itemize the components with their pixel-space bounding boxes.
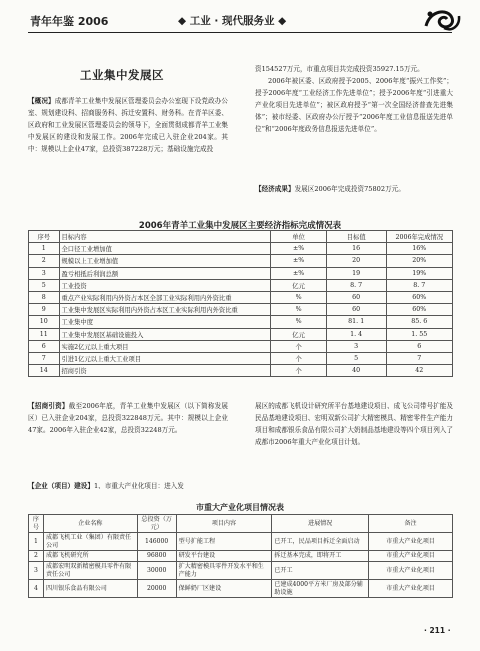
table1-header-cell: 单位 (271, 231, 327, 243)
table1-cell: 5 (326, 352, 386, 364)
table1-cell: 1 (29, 243, 60, 255)
table1-cell: 60 (326, 291, 386, 303)
table1-cell: 20% (386, 255, 453, 267)
table1-cell: ±% (271, 267, 327, 279)
table1-header-cell: 序号 (29, 231, 60, 243)
table1-cell: 3 (326, 340, 386, 352)
table-row (29, 316, 453, 328)
table1-cell: 14 (29, 365, 60, 377)
table1-cell: 2 (29, 255, 60, 267)
table2-header-cell: 企业名称 (43, 515, 137, 533)
table2-cell: 成都宏明双新精密模具零件有限责任公司 (43, 561, 137, 579)
econ-text: 发展区2006年完成投资75802万元。 (294, 185, 405, 193)
table2-cell: 30000 (137, 561, 176, 579)
table1-cell: 个 (271, 340, 327, 352)
project-construction-section (28, 481, 228, 493)
table1-cell: 81. 1 (326, 316, 386, 328)
table1-cell: 规模以上工业增加值 (59, 255, 271, 267)
table2-cell: 1 (29, 533, 44, 551)
major-projects-table (28, 514, 453, 598)
table1-cell: 亿元 (271, 279, 327, 291)
table-row (29, 279, 453, 291)
awards-paragraph: 2006年被区委、区政府授予2005、2006年度“振兴工作奖”；授予2006年度“工业经济工作先进单位”；授予2006年度“引进重大产业化项目先进单位”；被区政府授予“第一次全国经济普查先进集体”；被市经委、区政府办公厅授予“2006年度工业信息报送先进单位”和“2006年度政务信息报送先进单位”。 (255, 76, 453, 133)
table-row (29, 352, 453, 364)
table1-cell: 42 (386, 365, 453, 377)
table-row (29, 580, 453, 598)
table1-cell: 1. 4 (326, 328, 386, 340)
table1-cell: 40 (326, 365, 386, 377)
table1-cell: 个 (271, 365, 327, 377)
running-header-title: 青年年鉴 2006 (30, 15, 109, 28)
table1-cell: ±% (271, 243, 327, 255)
investment-paragraph: 资154527万元，市重点项目共完成投资35927.15万元。 (255, 65, 424, 73)
table2-cell: 已开工，民品项目拆迁全面启动 (272, 533, 369, 551)
table2-cell: 已建成4000平方米厂房及部分辅助设施 (272, 580, 369, 598)
table1-cell: 60% (386, 291, 453, 303)
economic-results-section (255, 184, 453, 196)
table1-cell: 20 (326, 255, 386, 267)
table1-cell: 工业集中发展区实际利用内外资占本区工业实际利用内外资比重 (59, 304, 271, 316)
economic-indicators-table (28, 230, 453, 377)
table-row (29, 255, 453, 267)
table1-header-row (29, 231, 453, 243)
table2-cell: 2 (29, 551, 44, 562)
table2-cell: 扩大精密模具零件开发水平和生产能力 (176, 561, 272, 579)
table2-cell: 4 (29, 580, 44, 598)
table1-cell: 工业集中发展区基础设施投入 (59, 328, 271, 340)
table1-cell: 8. 7 (326, 279, 386, 291)
table1-cell: 7 (386, 352, 453, 364)
table-row (29, 340, 453, 352)
table2-cell: 研发平台建设 (176, 551, 272, 562)
overview-section (28, 96, 228, 156)
article-title: 工业集中发展区 (80, 68, 164, 82)
table1-cell: 1. 55 (386, 328, 453, 340)
table2-cell: 市重大产业化项目 (369, 551, 453, 562)
table1-cell: 6 (386, 340, 453, 352)
table2-cell: 市重大产业化项目 (369, 561, 453, 579)
table1-cell: 重点产业实际利用内外资占本区全部工业实际利用内外资比重 (59, 291, 271, 303)
table1-cell: 60% (386, 304, 453, 316)
table1-cell: 60 (326, 304, 386, 316)
table1-cell: ±% (271, 255, 327, 267)
table2-cell: 市重大产业化项目 (369, 533, 453, 551)
table2-cell: 146000 (137, 533, 176, 551)
table2-header-row (29, 515, 453, 533)
table1-cell: % (271, 316, 327, 328)
table-row (29, 551, 453, 562)
table2-cell: 3 (29, 561, 44, 579)
table1-cell: 10 (29, 316, 60, 328)
table2-cell: 成都飞机研究所 (43, 551, 137, 562)
table-row (29, 243, 453, 255)
table-row (29, 291, 453, 303)
table2-header-cell: 总投资（万元） (137, 515, 176, 533)
table1-cell: 个 (271, 352, 327, 364)
table-row (29, 561, 453, 579)
table2-header-cell: 备注 (369, 515, 453, 533)
table2-cell: 拆迁基本完成，即将开工 (272, 551, 369, 562)
table1-cell: 3 (29, 267, 60, 279)
table1-cell: 工业集中度 (59, 316, 271, 328)
table1-cell: 实施2亿元以上重大项目 (59, 340, 271, 352)
table1-cell: % (271, 291, 327, 303)
table2-cell: 成都飞机工业（集团）有限责任公司 (43, 533, 137, 551)
table1-cell: 亿元 (271, 328, 327, 340)
table2-title: 市重大产业化项目情况表 (196, 503, 284, 512)
table1-header-cell: 2006年完成情况 (386, 231, 453, 243)
table1-cell: 6 (29, 340, 60, 352)
table1-cell: 19 (326, 267, 386, 279)
table1-cell: 盈亏相抵后利润总额 (59, 267, 271, 279)
table1-title: 2006年青羊工业集中发展区主要经济指标完成情况表 (138, 221, 342, 231)
table1-cell: 引进1亿元以上重大工业项目 (59, 352, 271, 364)
table1-cell: 7 (29, 352, 60, 364)
table1-cell: 11 (29, 328, 60, 340)
table1-cell: 全口径工业增加值 (59, 243, 271, 255)
table2-cell: 四川银乐食品有限公司 (43, 580, 137, 598)
table1-cell: 8 (29, 291, 60, 303)
table1-cell: 8. 7 (386, 279, 453, 291)
econ-label: 【经济成果】 (255, 185, 295, 193)
header-rule (28, 32, 452, 33)
major-projects-paragraph: 展区的成都飞机设计研究所平台基地建设项目、成飞公司带号扩能及民品基地建设项目、宏明双新公司扩大精密模具、精密零件生产能力项目和成都银乐食品有限公司扩大奶制品基地建设等四个项目列入了成都市2006年重大产业化项目计划。 (255, 402, 453, 446)
table1-cell: 19% (386, 267, 453, 279)
table1-cell: 招商引资 (59, 365, 271, 377)
project-construction-text: 1、市重大产业化项目：进入发 (93, 482, 184, 490)
table1-cell: 工业投资 (59, 279, 271, 291)
table1-cell: % (271, 304, 327, 316)
yearbook-logo-icon (422, 6, 462, 34)
table-row (29, 304, 453, 316)
investment-attraction-text: 截至2006年底，青羊工业集中发展区（以下简称发展区）已入驻企业204家，总投资322848万元。其中：规模以上企业47家。2006年入驻企业42家，总投资32248万元。 (28, 402, 229, 434)
project-construction-label: 【企业（项目）建设】 (28, 482, 94, 490)
table1-header-cell: 目标内容 (59, 231, 271, 243)
table-row (29, 533, 453, 551)
table2-header-cell: 序号 (29, 515, 44, 533)
table2-cell: 市重大产业化项目 (369, 580, 453, 598)
investment-attraction-section (28, 401, 228, 437)
overview-label: 【概况】 (28, 97, 55, 105)
table1-cell: 16% (386, 243, 453, 255)
table2-cell: 型号扩能工程 (176, 533, 272, 551)
table2-cell: 20000 (137, 580, 176, 598)
table1-header-cell: 目标值 (326, 231, 386, 243)
investment-attraction-label: 【招商引资】 (28, 402, 69, 410)
table2-cell: 已开工 (272, 561, 369, 579)
running-header-section: ◆ 工业 · 现代服务业 ◆ (178, 15, 287, 27)
right-column-bottom (255, 401, 453, 449)
table2-header-cell: 项目内容 (176, 515, 272, 533)
table-row (29, 328, 453, 340)
right-column-top (255, 64, 453, 135)
table-row (29, 365, 453, 377)
table1-cell: 16 (326, 243, 386, 255)
table1-cell: 85. 6 (386, 316, 453, 328)
table1-cell: 9 (29, 304, 60, 316)
table1-cell: 5 (29, 279, 60, 291)
table2-header-cell: 进展情况 (272, 515, 369, 533)
overview-text: 成都青羊工业集中发展区管理委员会办公室现下设党政办公室、规划建设科、招商服务科、拆迁安置科、财务科。在青羊区委、区政府和工业发展区管理委员会的领导下，全面贯彻成都青羊工业集中发展区的建设和发展工作。2006年完成已入驻企业204家。其中：规模以上企业47家，总投资387228万元；基础设施完成投 (28, 97, 229, 153)
table2-cell: 96800 (137, 551, 176, 562)
table2-cell: 保鲜奶厂区建设 (176, 580, 272, 598)
table-row (29, 267, 453, 279)
page-number: · 211 · (424, 626, 451, 635)
